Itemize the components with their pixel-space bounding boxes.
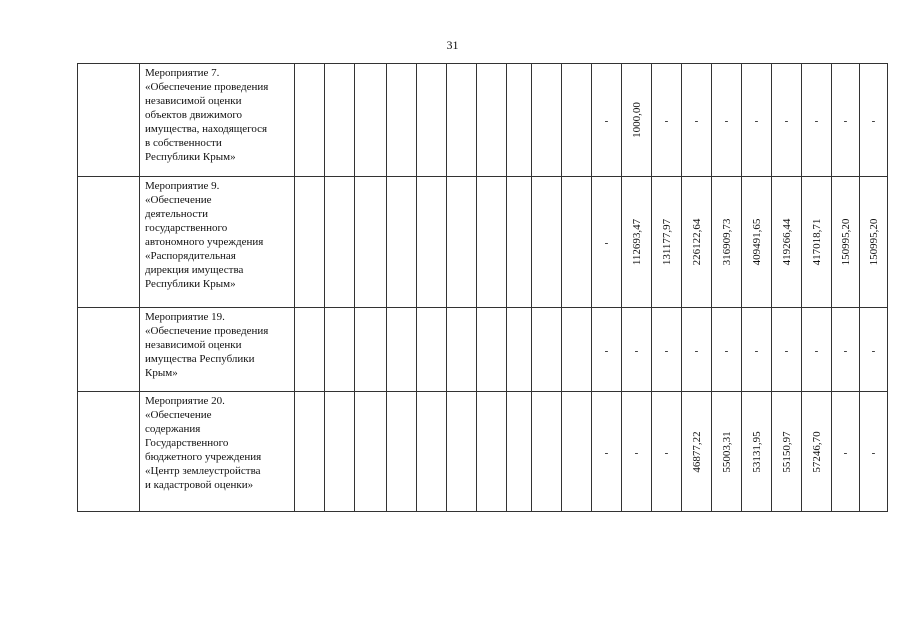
dash-value: - [871,344,876,357]
empty-cell [355,177,387,308]
value-cell [622,392,652,512]
description-line: автономного учреждения [145,236,264,248]
dash-value: - [664,115,669,127]
description-line: Республики Крым» [145,151,236,163]
value-cell [742,64,772,177]
value-cell [682,64,712,177]
amount-value: 1000,00 [630,102,643,138]
measure-description-cell [140,64,295,177]
empty-cell [355,64,387,177]
table-row [78,177,888,308]
description-line: содержания [145,423,201,435]
empty-cell [325,64,355,177]
description-line: дирекция имущества [145,264,244,276]
empty-cell [387,177,417,308]
amount-value: 55150,97 [780,430,793,473]
empty-cell [447,64,477,177]
value-cell [742,308,772,392]
empty-cell [325,392,355,512]
measure-description-cell [140,308,295,392]
empty-cell [387,308,417,392]
empty-cell [295,177,325,308]
description-line: Мероприятие 20. [145,395,225,407]
dash-value: - [724,344,729,357]
amount-value: 46877,22 [690,430,703,473]
value-cell [772,392,802,512]
description-line: бюджетного учреждения [145,451,262,463]
dash-value: - [754,115,759,127]
value-cell [622,177,652,308]
value-cell [832,177,860,308]
dash-value: - [634,446,639,459]
amount-value: 417018,71 [810,218,823,266]
value-cell [742,177,772,308]
description-line: объектов движимого [145,109,243,121]
description-line: «Обеспечение [145,409,212,421]
amount-value: 226122,64 [690,218,703,266]
amount-value: 316909,73 [720,218,733,266]
description-line: Крым» [145,367,178,379]
empty-cell [532,177,562,308]
value-cell [682,392,712,512]
empty-cell [477,177,507,308]
empty-cell [477,392,507,512]
measure-description-cell [140,177,295,308]
empty-cell [295,392,325,512]
empty-cell [417,308,447,392]
dash-value: - [604,344,609,357]
empty-cell [387,392,417,512]
dash-value: - [814,344,819,357]
dash-value: - [843,115,848,127]
value-cell [860,308,888,392]
empty-cell [507,308,532,392]
dash-value: - [604,446,609,459]
value-cell [682,177,712,308]
empty-cell [507,392,532,512]
empty-cell [417,177,447,308]
value-cell [860,392,888,512]
value-cell [860,64,888,177]
empty-cell [507,177,532,308]
amount-value: 409491,65 [750,218,763,266]
description-line: Мероприятие 19. [145,311,225,323]
amount-value: 150995,20 [839,218,852,266]
dash-value: - [754,344,759,357]
empty-cell [295,308,325,392]
value-cell [860,177,888,308]
description-line: независимой оценки [145,95,242,107]
description-line: «Распорядительная [145,250,236,262]
amount-value: 55003,31 [720,430,733,473]
dash-value: - [843,446,848,459]
value-cell [592,177,622,308]
value-cell [592,392,622,512]
empty-cell [355,392,387,512]
amount-value: 57246,70 [810,430,823,473]
empty-cell [562,392,592,512]
empty-cell [532,308,562,392]
empty-cell [295,64,325,177]
value-cell [652,64,682,177]
value-cell [652,177,682,308]
description-line: Республики Крым» [145,278,236,290]
empty-cell [507,64,532,177]
amount-value: 150995,20 [867,218,880,266]
description-line: государственного [145,222,228,234]
value-cell [742,392,772,512]
value-cell [802,177,832,308]
description-line: «Обеспечение [145,194,212,206]
empty-cell [387,64,417,177]
value-cell [802,64,832,177]
amount-value: 53131,95 [750,430,763,473]
value-cell [712,308,742,392]
value-cell [652,308,682,392]
dash-value: - [871,115,876,127]
dash-value: - [604,115,609,127]
description-line: имущества Республики [145,353,255,365]
empty-cell [417,392,447,512]
dash-value: - [694,115,699,127]
value-cell [622,64,652,177]
amount-value: 112693,47 [630,218,643,266]
row-number-cell [78,64,140,177]
dash-value: - [664,344,669,357]
value-cell [592,308,622,392]
row-number-cell [78,308,140,392]
empty-cell [477,308,507,392]
program-measures-table [77,63,888,512]
table-row [78,392,888,512]
description-line: деятельности [145,208,208,220]
value-cell [712,64,742,177]
value-cell [682,308,712,392]
empty-cell [325,177,355,308]
value-cell [712,177,742,308]
value-cell [772,64,802,177]
dash-value: - [694,344,699,357]
dash-value: - [843,344,848,357]
row-number-cell [78,177,140,308]
table-row [78,64,888,177]
value-cell [592,64,622,177]
description-line: «Обеспечение проведения [145,81,269,93]
empty-cell [562,64,592,177]
empty-cell [447,392,477,512]
amount-value: 131177,97 [660,218,673,266]
value-cell [832,392,860,512]
empty-cell [325,308,355,392]
page-number: 31 [446,38,459,52]
dash-value: - [784,344,789,357]
dash-value: - [634,344,639,357]
description-line: «Центр землеустройства [145,465,261,477]
empty-cell [447,308,477,392]
value-cell [802,308,832,392]
value-cell [772,177,802,308]
measure-description-cell [140,392,295,512]
value-cell [772,308,802,392]
empty-cell [447,177,477,308]
description-line: имущества, находящегося [145,123,268,135]
value-cell [622,308,652,392]
description-line: «Обеспечение проведения [145,325,269,337]
dash-value: - [784,115,789,127]
value-cell [832,64,860,177]
dash-value: - [814,115,819,127]
dash-value: - [664,446,669,459]
description-line: независимой оценки [145,339,242,351]
empty-cell [562,308,592,392]
description-line: Государственного [145,437,229,449]
dash-value: - [871,446,876,459]
value-cell [712,392,742,512]
value-cell [832,308,860,392]
empty-cell [355,308,387,392]
amount-value: 419266,44 [780,218,793,266]
description-line: в собственности [145,137,222,149]
table-row [78,308,888,392]
description-line: и кадастровой оценки» [145,479,254,491]
row-number-cell [78,392,140,512]
empty-cell [477,64,507,177]
dash-value: - [604,237,609,249]
description-line: Мероприятие 7. [145,67,220,79]
dash-value: - [724,115,729,127]
value-cell [802,392,832,512]
empty-cell [532,392,562,512]
value-cell [652,392,682,512]
description-line: Мероприятие 9. [145,180,220,192]
empty-cell [417,64,447,177]
empty-cell [532,64,562,177]
empty-cell [562,177,592,308]
